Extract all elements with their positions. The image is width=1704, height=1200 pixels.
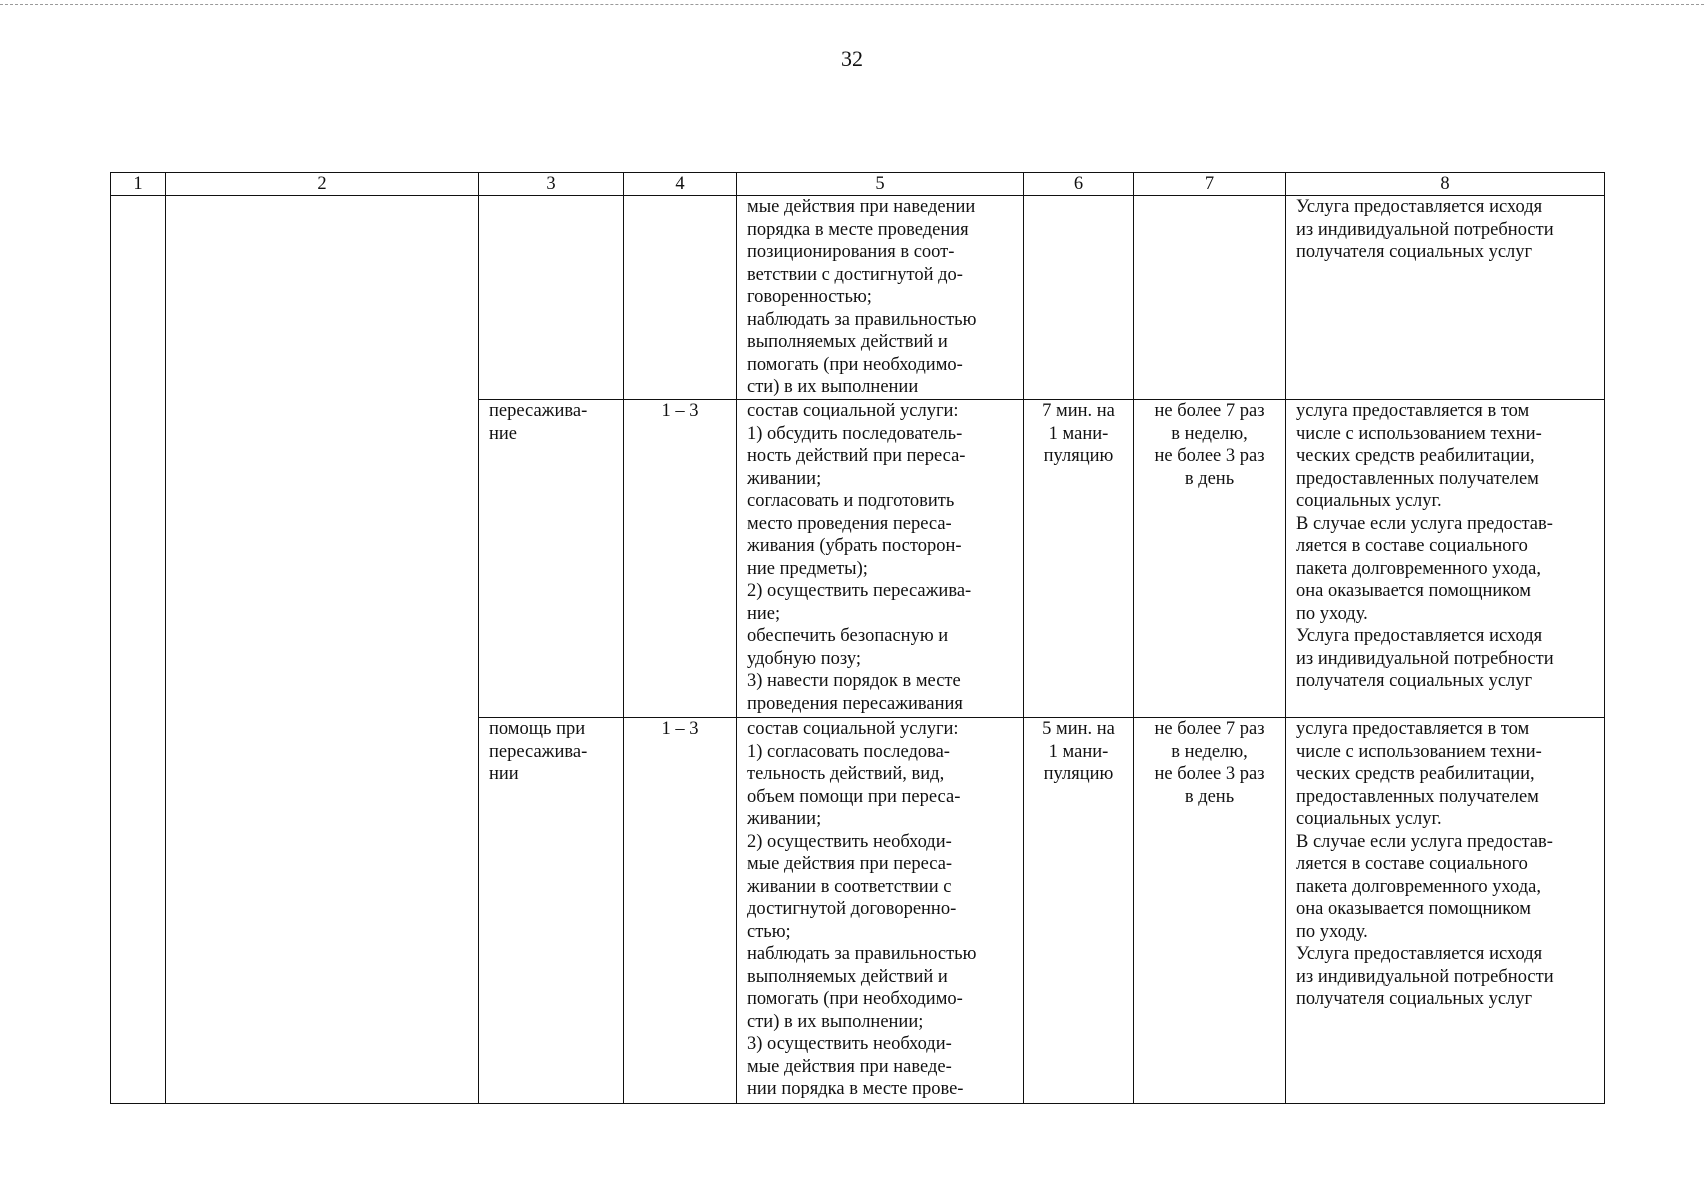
column-header-1: 1 <box>111 173 166 196</box>
column-header-7: 7 <box>1134 173 1286 196</box>
column-number-row <box>111 173 1605 196</box>
column-header-2: 2 <box>166 173 479 196</box>
service-content-cell: состав социальной услуги: 1) обсудить последователь- ность действий при переса- живании; согласовать и подготовить место проведения переса- живания (убрать посторон- ние предметы); 2) осуществить пересажива- ние; обеспечить безопасную и удобную позу; 3) навести порядок в месте проведения пересаживания <box>737 400 1024 718</box>
table-row <box>111 196 1605 400</box>
page-number: 32 <box>841 46 863 71</box>
frequency-cell: не более 7 раз в неделю, не более 3 раз в день <box>1134 400 1286 718</box>
service-name-cell: помощь при пересажива- нии <box>479 718 624 1104</box>
services-table <box>110 172 1605 1104</box>
service-content-cell: состав социальной услуги: 1) согласовать последова- тельность действий, вид, объем помощи при переса- живании; 2) осуществить необходи- мые действия при переса- живании в соответствии с достигнутой договоренно- стью; наблюдать за правильностью выполняемых действий и помогать (при необходимо- сти) в их выполнении; 3) осуществить необходи- мые действия при наведе- нии порядка в месте прове- <box>737 718 1024 1104</box>
times-cell: 1 – 3 <box>624 718 737 1104</box>
frequency-cell: не более 7 раз в неделю, не более 3 раз в день <box>1134 718 1286 1104</box>
column-header-8: 8 <box>1286 173 1605 196</box>
duration-cell: 5 мин. на 1 мани- пуляцию <box>1024 718 1134 1104</box>
column-header-4: 4 <box>624 173 737 196</box>
column-header-6: 6 <box>1024 173 1134 196</box>
note-cell: Услуга предоставляется исходя из индивидуальной потребности получателя социальных услуг <box>1286 196 1605 400</box>
note-cell: услуга предоставляется в том числе с использованием техни- ческих средств реабилитации, предоставленных получателем социальных услуг. В случае если услуга предостав- ляется в составе социального пакета долговременного ухода, она оказывается помощником по уходу. Услуга предоставляется исходя из индивидуальной потребности получателя социальных услуг <box>1286 718 1605 1104</box>
duration-cell: 7 мин. на 1 мани- пуляцию <box>1024 400 1134 718</box>
service-name-cell <box>479 196 624 400</box>
column-header-5: 5 <box>737 173 1024 196</box>
column-header-3: 3 <box>479 173 624 196</box>
column-2-cell <box>166 196 479 1104</box>
times-cell: 1 – 3 <box>624 400 737 718</box>
frequency-cell <box>1134 196 1286 400</box>
column-1-cell <box>111 196 166 1104</box>
note-cell: услуга предоставляется в том числе с использованием техни- ческих средств реабилитации, предоставленных получателем социальных услуг. В случае если услуга предостав- ляется в составе социального пакета долговременного ухода, она оказывается помощником по уходу. Услуга предоставляется исходя из индивидуальной потребности получателя социальных услуг <box>1286 400 1605 718</box>
duration-cell <box>1024 196 1134 400</box>
scan-edge-line <box>0 4 1704 5</box>
service-name-cell: пересажива- ние <box>479 400 624 718</box>
times-cell <box>624 196 737 400</box>
service-content-cell: мые действия при наведении порядка в месте проведения позиционирования в соот- ветствии с достигнутой до- говоренностью; наблюдать за правильностью выполняемых действий и помогать (при необходимо- сти) в их выполнении <box>737 196 1024 400</box>
